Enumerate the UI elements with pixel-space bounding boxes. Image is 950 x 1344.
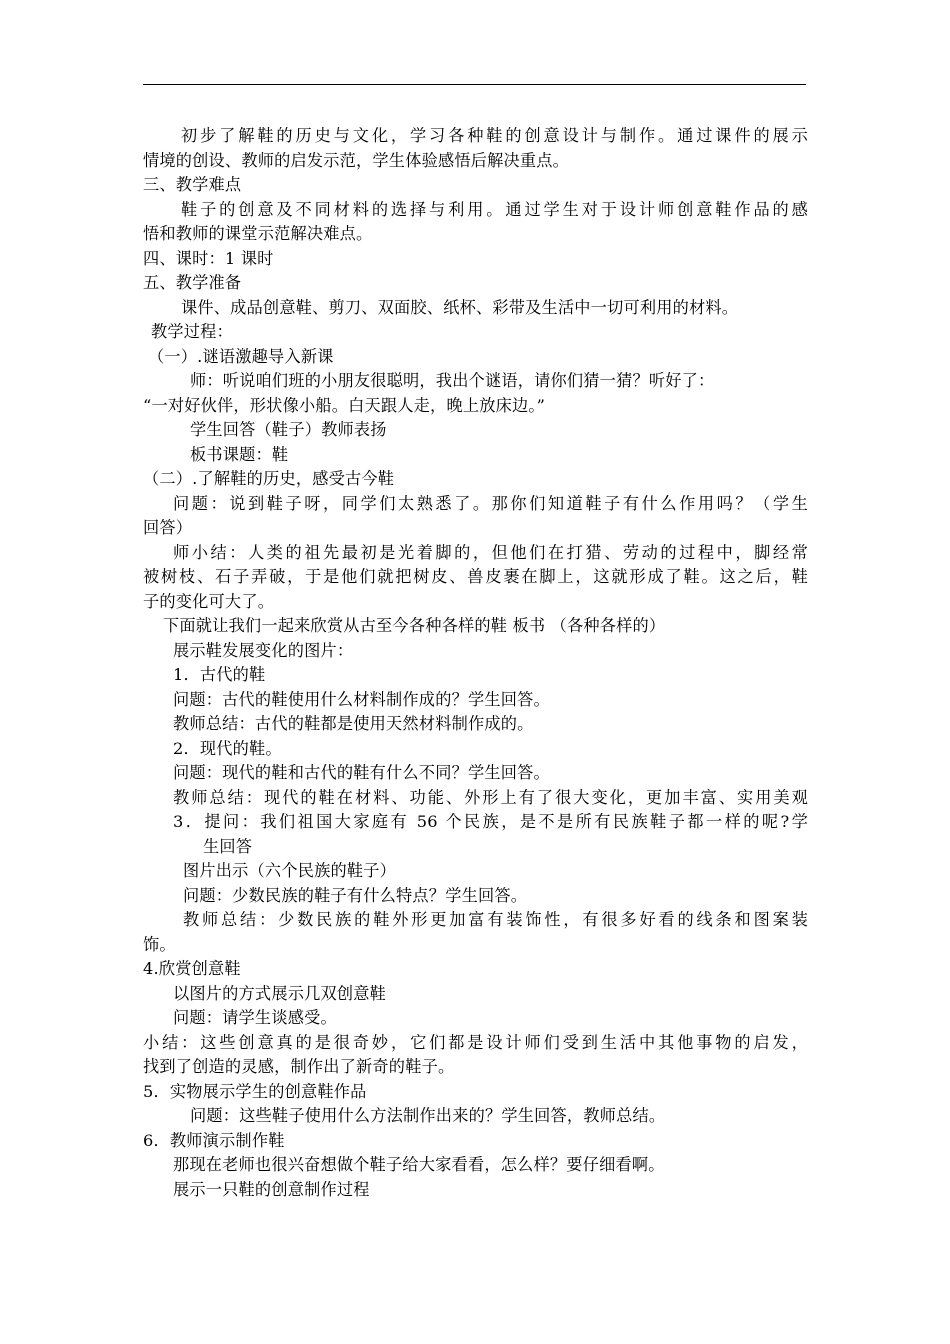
list-item-heading: 5．实物展示学生的创意鞋作品: [143, 1081, 367, 1101]
paragraph-line: 以图片的方式展示几双创意鞋: [173, 983, 387, 1003]
section-heading: 教学过程：: [151, 322, 233, 341]
paragraph-line: 展示一只鞋的创意制作过程: [173, 1179, 370, 1199]
list-item-heading: 4.欣赏创意鞋: [143, 959, 241, 978]
paragraph-line: 教师总结：古代的鞋都是使用天然材料制作成的。: [173, 714, 534, 733]
paragraph-line: 师小结：人类的祖先最初是光着脚的，但他们在打猎、劳动的过程中，脚经常: [173, 542, 808, 562]
paragraph-line: 问题：请学生谈感受。: [173, 1008, 337, 1027]
document-body: [143, 124, 808, 1202]
paragraph-line: 饰。: [143, 934, 176, 954]
paragraph-line: 图片出示（六个民族的鞋子）: [183, 861, 397, 880]
paragraph-line: 教师总结：现代的鞋在材料、功能、外形上有了很大变化，更加丰富、实用美观: [173, 787, 808, 807]
section-heading: 四、课时：1 课时: [143, 248, 274, 268]
paragraph-line: 找到了创造的灵感，制作出了新奇的鞋子。: [143, 1057, 455, 1076]
paragraph-line: 学生回答（鞋子）教师表扬: [190, 420, 387, 439]
paragraph-line: 问题：现代的鞋和古代的鞋有什么不同？学生回答。: [173, 763, 550, 782]
list-item-heading: 3．提问：我们祖国大家庭有 56 个民族，是不是所有民族鞋子都一样的呢?学: [173, 812, 808, 831]
list-item-heading: 6．教师演示制作鞋: [143, 1130, 285, 1150]
paragraph-line: 课件、成品创意鞋、剪刀、双面胶、纸杯、彩带及生活中一切可利用的材料。: [181, 297, 739, 317]
paragraph-line: 鞋子的创意及不同材料的选择与利用。通过学生对于设计师创意鞋作品的感: [181, 199, 808, 219]
paragraph-line: 下面就让我们一起来欣赏从古至今各种各样的鞋 板书 （各种各样的）: [163, 616, 666, 635]
paragraph-line: 问题：少数民族的鞋子有什么特点？学生回答。: [183, 885, 528, 905]
header-rule: [143, 84, 806, 85]
paragraph-line: 展示鞋发展变化的图片：: [173, 640, 354, 660]
paragraph-line: 问题：说到鞋子呀，同学们太熟悉了。那你们知道鞋子有什么作用吗？（学生: [173, 493, 808, 513]
paragraph-line: 问题：古代的鞋使用什么材料制作成的？学生回答。: [173, 689, 550, 709]
paragraph-line: 悟和教师的课堂示范解决难点。: [143, 224, 373, 243]
paragraph-line: 板书课题：鞋: [190, 444, 289, 464]
paragraph-line: 情境的创设、教师的启发示范，学生体验感悟后解决重点。: [143, 150, 570, 170]
paragraph-line: 子的变化可大了。: [143, 591, 275, 611]
subsection-heading: （一）.谜语激趣导入新课: [148, 346, 334, 366]
paragraph-line: 初步了解鞋的历史与文化，学习各种鞋的创意设计与制作。通过课件的展示: [181, 126, 808, 145]
paragraph-line: “一对好伙伴，形状像小船。白天跟人走，晚上放床边。”: [143, 395, 546, 415]
paragraph-line: 那现在老师也很兴奋想做个鞋子给大家看看，怎么样？要仔细看啊。: [173, 1155, 665, 1174]
paragraph-line: 教师总结：少数民族的鞋外形更加富有装饰性，有很多好看的线条和图案装: [183, 910, 808, 929]
section-heading: 五、教学准备: [143, 273, 242, 292]
subsection-heading: （二）.了解鞋的历史，感受古今鞋: [143, 469, 395, 488]
paragraph-line: 被树枝、石子弄破，于是他们就把树皮、兽皮裹在脚上，这就形成了鞋。这之后，鞋: [143, 567, 808, 586]
paragraph-line: 小结：这些创意真的是很奇妙，它们都是设计师们受到生活中其他事物的启发，: [143, 1032, 808, 1052]
paragraph-line: 生回答: [203, 836, 253, 856]
paragraph-line: 师：听说咱们班的小朋友很聪明，我出个谜语，请你们猜一猜？听好了：: [190, 371, 715, 390]
list-item-heading: 1．古代的鞋: [173, 665, 266, 684]
paragraph-line: 问题：这些鞋子使用什么方法制作出来的？学生回答，教师总结。: [190, 1106, 666, 1125]
list-item-heading: 2．现代的鞋。: [173, 738, 282, 758]
paragraph-line: 回答）: [143, 518, 193, 537]
section-heading: 三、教学难点: [143, 175, 242, 194]
